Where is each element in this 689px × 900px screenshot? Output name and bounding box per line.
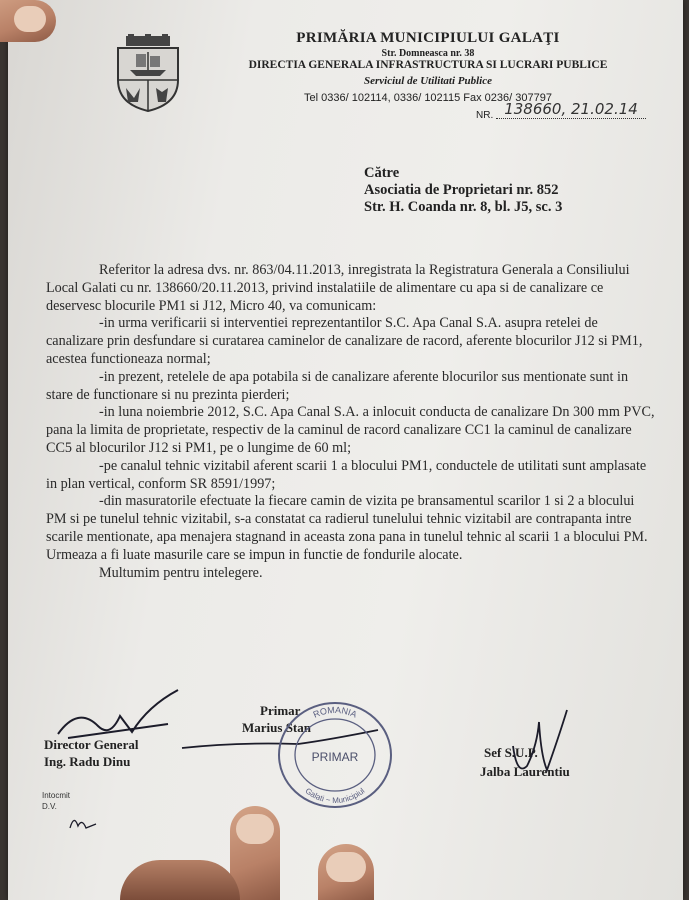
contact-line: Tel 0336/ 102114, 0336/ 102115 Fax 0236/ 307797 [304, 92, 552, 104]
director-name: Ing. Radu Dinu [44, 754, 131, 769]
recipient-address: Str. H. Coanda nr. 8, bl. J5, sc. 3 [364, 199, 563, 215]
letter-page [8, 0, 683, 900]
director-title: Director General [44, 737, 139, 752]
registration-label: NR. [476, 110, 494, 121]
institution-street: Str. Domneasca nr. 38 [381, 48, 475, 59]
registration-number: 138660, 21.02.14 [496, 100, 646, 119]
body-item-1: -in urma verificarii si interventiei reprezentantilor S.C. Apa Canal S.A. asupra retelei de canalizare prin desfundare si curatarea caminelor de canalizare de racord, aferente blocurilor J12 si PM1, acestea functioneaza normal; [46, 315, 643, 367]
stamp-center-text: PRIMAR [311, 750, 359, 764]
body-item-4: -pe canalul tehnic vizitabil aferent scarii 1 a blocului PM1, conductele de utilitati sunt amplasate in plan vertical, conform SR 8591/1997; [46, 457, 647, 492]
body-item-5: -din masuratorile efectuate la fiecare camin de vizita pe bransamentul scarilor 1 si 2 a blocului PM si pe tunelul tehnic vizitabil, s-a constatat ca radierul tunelului tehnic vizitabil are contrapanta intre scarile mentionate, apa menajera stagnand in aceasta zona pana in tunelul tehnic al scarii 1 a blocului PM. Urmeaza a fi luate masurile care se impun in functie de fondurile alocate. [46, 493, 648, 563]
service-name: Serviciul de Utilitati Publice [363, 75, 492, 87]
recipient-label: Către [364, 165, 400, 181]
body-intro: Referitor la adresa dvs. nr. 863/04.11.2013, inregistrata la Registratura Generala a Consiliului Local Galati cu nr. 138660/20.11.2013, privind instalatiile de alimentare cu apa si de canalizare ce deservesc blocurile PM1 si J12, Micro 40, va comunicam: [46, 262, 630, 314]
mayor-title: Primar [260, 703, 301, 718]
institution-name: PRIMĂRIA MUNICIPIULUI GALAŢI [296, 30, 560, 46]
svg-text:ROMANIA [312, 705, 359, 720]
drafter-signature [66, 810, 106, 834]
city-crest-icon [112, 34, 184, 112]
thumb-top-left [0, 0, 56, 42]
chief-signature [503, 706, 573, 786]
palm-bottom [120, 860, 240, 900]
finger-bottom-right [318, 844, 374, 900]
recipient-name: Asociatia de Proprietari nr. 852 [364, 182, 559, 198]
letter-body [46, 262, 658, 582]
chief-title: Sef S.U.P. [484, 745, 538, 760]
body-item-2: -in prezent, retelele de apa potabila si de canalizare aferente blocurilor sus mentionate sunt in stare de functionare si nu prezinta pierderi; [46, 368, 629, 403]
stamp-bottom-text: Galati ~ Municipiul [303, 786, 367, 806]
directorate-name: DIRECTIA GENERALA INFRASTRUCTURA SI LUCRARI PUBLICE [248, 59, 608, 71]
body-closing: Multumim pentru intelegere. [99, 564, 263, 581]
chief-name: Jalba Laurentiu [480, 764, 570, 779]
stamp-top-text: ROMANIA [311, 704, 359, 720]
director-signature [48, 686, 188, 746]
drafted-label: Intocmit [42, 791, 71, 800]
body-item-3: -in luna noiembrie 2012, S.C. Apa Canal S.A. a inlocuit conducta de canalizare Dn 300 mm PVC, pana la limita de proprietate, respectiv de la caminul de racord canalizare CC1 la caminul de canalizare CC5 al blocurilor J12 si PM1, pe o lungime de 60 ml; [46, 404, 655, 456]
mayor-name: Marius Stan [242, 720, 311, 735]
official-stamp [273, 697, 397, 811]
drafted-initials: D.V. [42, 802, 57, 811]
